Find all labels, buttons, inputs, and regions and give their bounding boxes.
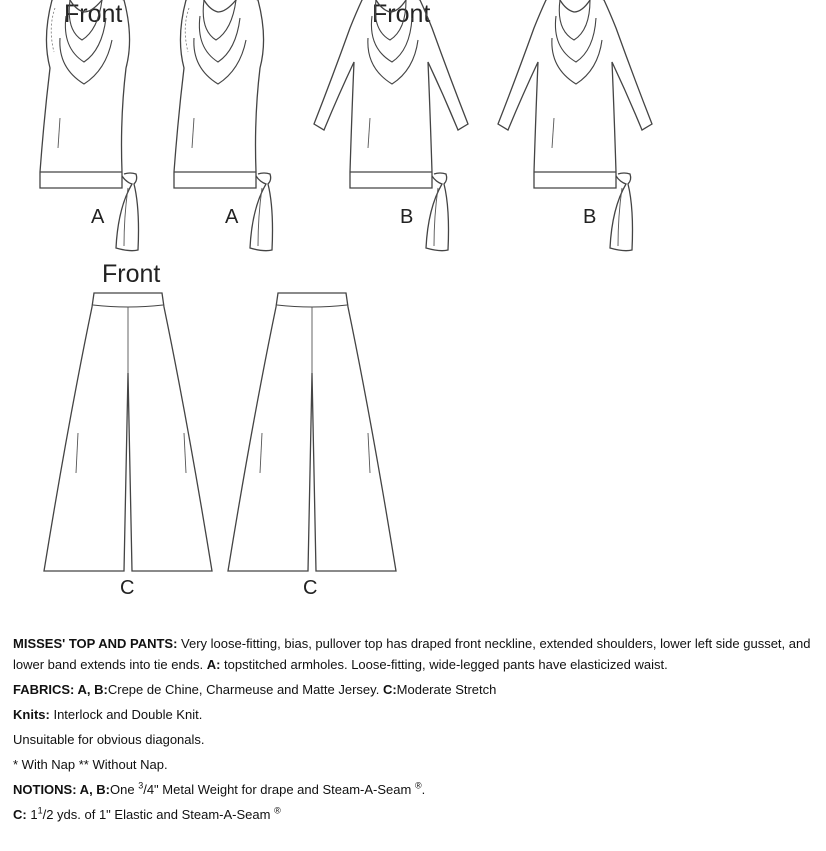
front-label-tops-a: Front [64, 0, 123, 28]
top-view-a-1 [40, 0, 139, 251]
fabrics-text: Crepe de Chine, Charmeuse and Matte Jersey. [107, 682, 383, 697]
notions-text-1: One [110, 782, 139, 797]
unsuitable-line: Unsuitable for obvious diagonals. [13, 732, 205, 747]
nap-line: * With Nap ** Without Nap. [13, 757, 168, 772]
pants-view-c-1 [44, 293, 212, 571]
description-paragraph [13, 633, 813, 675]
registered-mark: ® [414, 780, 422, 791]
fabrics-label: FABRICS: A, B: [13, 682, 108, 697]
fabrics-c-label: C: [382, 682, 397, 697]
notions-sup: 3 [138, 780, 144, 791]
fabrics-c-text: Moderate Stretch [396, 682, 497, 697]
fabrics-line [13, 679, 813, 700]
misses-text: Very loose-fitting, bias, pullover top has draped front neckline, extended shoulders, lower left side gusset, and lower band extends into tie ends. [13, 636, 811, 672]
view-label-a-1: A [91, 206, 105, 228]
top-view-a-2 [174, 0, 273, 251]
notions-c-text-1: 1 [26, 807, 38, 822]
notions-c-line [13, 804, 813, 825]
view-label-c-2: C [303, 577, 318, 599]
notions-label: NOTIONS: A, B: [13, 782, 111, 797]
front-label-pants: Front [102, 260, 161, 288]
notions-c-label: C: [13, 807, 27, 822]
view-a-label: A: [206, 657, 221, 672]
view-label-b-1: B [400, 206, 414, 228]
view-a-text: topstitched armholes. Loose-fitting, wide-legged pants have elasticized waist. [220, 657, 668, 672]
view-label-c-1: C [120, 577, 135, 599]
pattern-description [13, 633, 813, 829]
registered-mark-c: ® [274, 805, 281, 816]
knits-text: Interlock and Double Knit. [49, 707, 203, 722]
top-view-b-1 [314, 0, 468, 251]
front-label-tops-b: Front [372, 0, 431, 28]
notions-line [13, 779, 813, 800]
misses-label: MISSES' TOP AND PANTS: [13, 636, 178, 651]
knits-line [13, 704, 813, 725]
notions-text-2: /4" Metal Weight for drape and Steam-A-Seam [143, 782, 415, 797]
top-view-b-2 [498, 0, 652, 251]
notions-text-3: . [421, 782, 426, 797]
view-label-a-2: A [225, 206, 239, 228]
pants-view-c-2 [228, 293, 396, 571]
notions-c-sup: 1 [37, 805, 43, 816]
knits-label: Knits: [13, 707, 50, 722]
view-label-b-2: B [583, 206, 597, 228]
notions-c-text-2: /2 yds. of 1" Elastic and Steam-A-Seam [42, 807, 275, 822]
